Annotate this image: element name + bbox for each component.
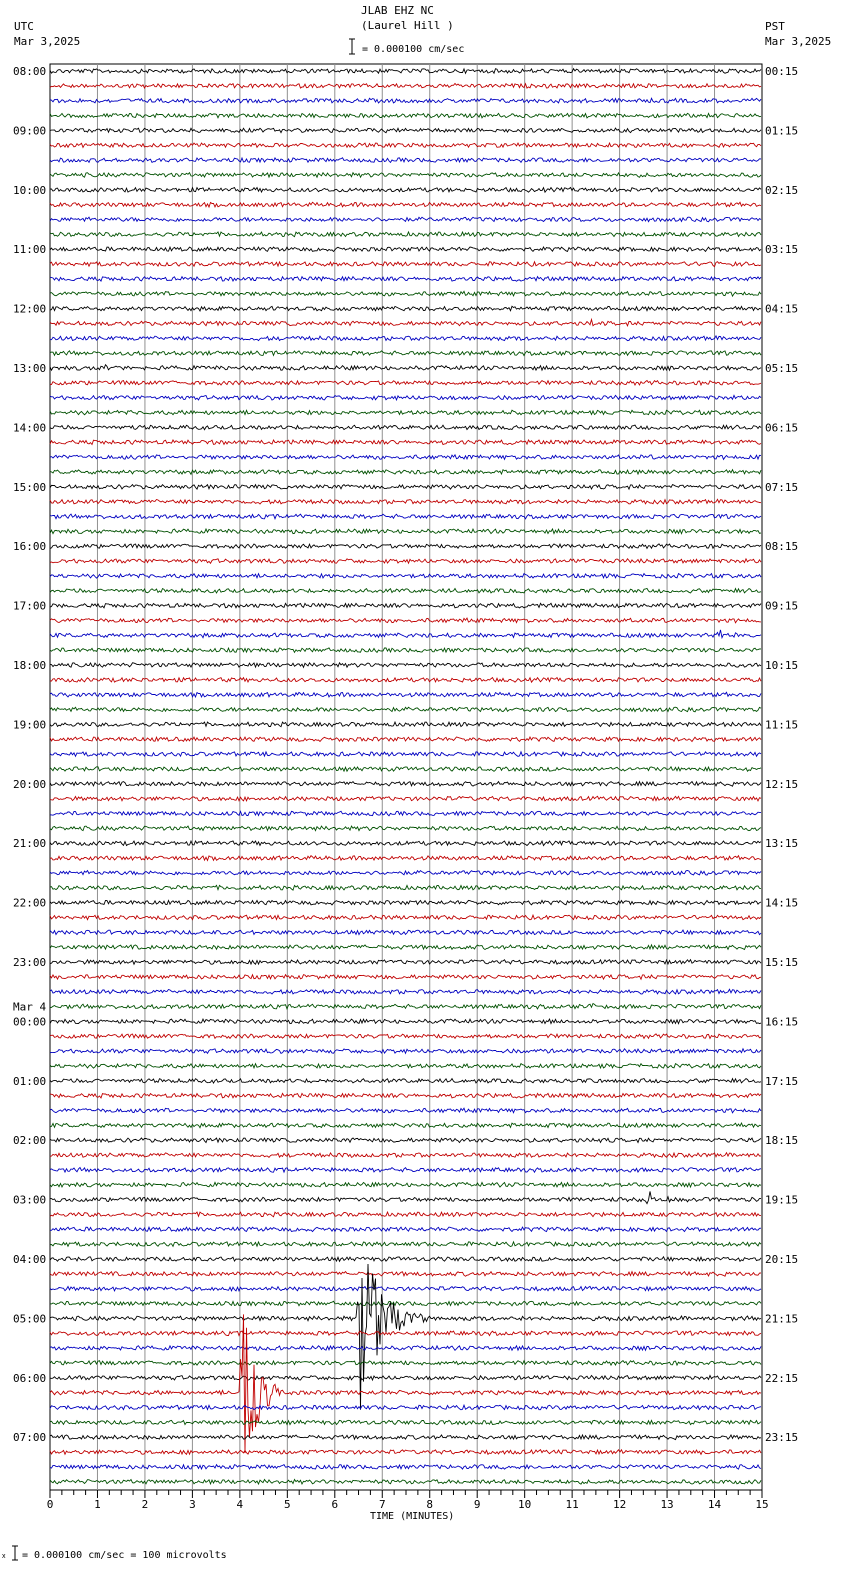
pst-hour-label: 09:15 <box>765 599 799 613</box>
seismic-trace <box>50 574 761 579</box>
utc-hour-label: 10:00 <box>13 183 47 197</box>
seismic-trace <box>50 1212 761 1217</box>
x-tick-label: 9 <box>473 1498 481 1511</box>
x-tick-label: 3 <box>189 1498 196 1511</box>
seismic-trace <box>50 1123 761 1128</box>
seismic-trace <box>50 559 761 564</box>
utc-hour-label: 08:00 <box>13 65 47 78</box>
seismic-trace <box>50 1465 761 1470</box>
seismic-trace <box>50 1420 761 1425</box>
seismic-trace <box>50 113 761 118</box>
pst-hour-label: 11:15 <box>765 718 799 732</box>
utc-hour-label: 20:00 <box>13 777 47 791</box>
utc-hour-label: 01:00 <box>13 1074 47 1088</box>
seismic-trace <box>50 871 761 876</box>
pst-hour-label: 14:15 <box>765 896 799 910</box>
seismic-trace <box>50 1376 761 1381</box>
seismic-trace <box>50 811 761 816</box>
seismic-trace <box>50 1108 761 1113</box>
seismic-trace <box>50 618 761 623</box>
utc-hour-label: 00:00 <box>13 1015 47 1029</box>
seismic-trace <box>50 1405 761 1410</box>
seismic-trace <box>50 1191 761 1203</box>
seismic-trace <box>50 678 761 683</box>
seismic-trace <box>50 782 761 787</box>
pst-hour-label: 23:15 <box>765 1431 799 1445</box>
seismic-trace <box>50 410 761 415</box>
x-tick-label: 7 <box>378 1498 386 1511</box>
x-tick-label: 2 <box>141 1498 149 1511</box>
pst-hour-label: 17:15 <box>765 1074 799 1088</box>
seismic-trace <box>50 1153 761 1158</box>
seismic-trace <box>50 1079 761 1084</box>
seismic-trace <box>50 485 761 490</box>
x-tick-label: 10 <box>518 1498 532 1511</box>
seismic-trace <box>50 1168 761 1173</box>
footer-scale-label: = 0.000100 cm/sec = 100 microvolts <box>22 1550 227 1561</box>
seismic-trace <box>50 1004 761 1009</box>
seismic-trace <box>50 395 761 400</box>
seismic-trace <box>50 291 761 296</box>
seismic-trace <box>50 588 761 593</box>
seismic-trace <box>50 1272 761 1277</box>
left-date: Mar 3,2025 <box>14 35 81 48</box>
seismic-trace <box>50 69 761 74</box>
seismic-trace <box>50 1034 761 1039</box>
seismic-trace <box>50 277 761 282</box>
seismic-trace <box>50 365 761 371</box>
seismic-trace <box>50 1286 761 1291</box>
pst-hour-label: 20:15 <box>765 1253 799 1266</box>
utc-hour-label: 05:00 <box>13 1312 47 1326</box>
pst-hour-label: 21:15 <box>765 1312 799 1326</box>
seismic-trace <box>50 262 761 267</box>
pst-hour-label: 00:15 <box>765 65 799 78</box>
seismic-trace <box>50 320 761 326</box>
utc-hour-label: 21:00 <box>13 837 47 851</box>
seismic-trace <box>50 1049 761 1054</box>
seismic-trace <box>50 1314 761 1453</box>
utc-hour-label: 23:00 <box>13 956 47 969</box>
seismic-trace <box>50 1093 761 1098</box>
seismic-trace <box>50 143 761 147</box>
footer-scale-icon <box>2 1544 22 1562</box>
utc-hour-label: 15:00 <box>13 480 47 494</box>
seismic-trace <box>50 1019 761 1024</box>
seismic-trace <box>50 752 761 757</box>
utc-hour-label: 09:00 <box>13 124 47 138</box>
seismic-trace <box>50 856 761 861</box>
seismic-trace <box>50 1450 761 1455</box>
utc-hour-label: 13:00 <box>13 362 47 375</box>
seismic-trace <box>50 945 761 950</box>
seismic-trace <box>50 470 761 475</box>
seismic-trace <box>50 1257 761 1262</box>
seismic-trace <box>50 900 761 905</box>
x-tick-label: 8 <box>426 1498 434 1511</box>
utc-hour-label: 11:00 <box>13 243 47 257</box>
seismic-trace <box>50 1064 761 1069</box>
left-timezone: UTC <box>14 20 34 33</box>
seismic-trace <box>50 232 761 237</box>
date-change-label: Mar 4 <box>13 1000 47 1014</box>
seismic-trace <box>50 648 761 653</box>
seismic-trace <box>50 1264 761 1410</box>
utc-hour-label: 12:00 <box>13 302 47 316</box>
seismic-trace <box>50 826 761 831</box>
x-tick-label: 1 <box>94 1498 101 1511</box>
utc-hour-label: 17:00 <box>13 599 47 613</box>
seismic-trace <box>50 84 761 89</box>
seismic-trace <box>50 630 761 638</box>
pst-hour-label: 18:15 <box>765 1134 799 1148</box>
seismic-trace <box>50 499 761 504</box>
seismic-trace <box>50 1301 761 1306</box>
seismic-trace <box>50 841 761 846</box>
seismic-trace <box>50 915 761 920</box>
seismic-trace <box>50 217 761 222</box>
seismic-trace <box>50 173 761 178</box>
x-tick-label: 6 <box>331 1498 339 1511</box>
seismic-trace <box>50 989 761 994</box>
x-tick-label: 14 <box>707 1498 722 1511</box>
utc-hour-label: 19:00 <box>13 718 47 732</box>
seismic-trace <box>50 514 761 519</box>
pst-hour-label: 02:15 <box>765 183 799 197</box>
pst-hour-label: 07:15 <box>765 480 799 494</box>
seismic-trace <box>50 796 761 801</box>
pst-hour-label: 22:15 <box>765 1371 799 1385</box>
seismic-trace <box>50 1361 761 1366</box>
pst-hour-label: 15:15 <box>765 956 799 969</box>
seismic-trace <box>50 707 761 712</box>
seismic-trace <box>50 1331 761 1336</box>
seismic-trace <box>50 1138 761 1143</box>
svg-text:x: x <box>2 1553 6 1560</box>
pst-hour-label: 08:15 <box>765 540 799 554</box>
seismic-trace <box>50 455 761 460</box>
scale-label: = 0.000100 cm/sec <box>362 44 465 55</box>
x-tick-label: 13 <box>660 1498 674 1511</box>
pst-hour-label: 13:15 <box>765 837 799 851</box>
seismic-trace <box>50 1346 761 1351</box>
seismic-trace <box>50 544 761 549</box>
seismic-trace <box>50 247 761 252</box>
utc-hour-label: 14:00 <box>13 421 47 435</box>
seismic-trace <box>50 1480 761 1485</box>
seismic-trace <box>50 188 761 193</box>
pst-hour-label: 03:15 <box>765 243 799 257</box>
seismic-trace <box>50 930 761 935</box>
utc-hour-label: 02:00 <box>13 1134 47 1148</box>
utc-hour-label: 07:00 <box>13 1431 47 1445</box>
pst-hour-label: 12:15 <box>765 777 799 791</box>
pst-hour-label: 01:15 <box>765 124 799 138</box>
right-date: Mar 3,2025 <box>765 35 832 48</box>
seismic-trace <box>50 767 761 772</box>
utc-hour-label: 22:00 <box>13 896 47 910</box>
right-timezone: PST <box>765 20 785 33</box>
seismic-trace <box>50 440 761 445</box>
seismic-trace <box>50 351 761 356</box>
x-axis-label: TIME (MINUTES) <box>370 1511 455 1522</box>
seismic-trace <box>50 692 761 697</box>
seismic-trace <box>50 1227 761 1232</box>
seismic-trace <box>50 158 761 163</box>
utc-hour-label: 03:00 <box>13 1193 47 1207</box>
seismic-trace <box>50 960 761 965</box>
utc-hour-label: 06:00 <box>13 1371 47 1385</box>
seismic-trace <box>50 1242 761 1247</box>
seismic-trace <box>50 202 761 207</box>
seismic-trace <box>50 306 761 311</box>
pst-hour-label: 05:15 <box>765 362 799 375</box>
utc-hour-label: 04:00 <box>13 1253 47 1266</box>
seismic-trace <box>50 425 761 430</box>
x-tick-label: 11 <box>565 1498 579 1511</box>
utc-hour-label: 16:00 <box>13 540 47 554</box>
seismic-trace <box>50 336 761 341</box>
seismic-trace <box>50 975 761 980</box>
seismic-trace <box>50 1182 761 1187</box>
seismic-trace <box>50 529 761 534</box>
seismic-trace <box>50 98 761 103</box>
x-tick-label: 4 <box>236 1498 244 1511</box>
station-location: (Laurel Hill ) <box>361 19 454 32</box>
seismic-trace <box>50 737 761 742</box>
seismic-trace <box>50 381 761 386</box>
pst-hour-label: 10:15 <box>765 659 799 672</box>
seismic-trace <box>50 722 761 727</box>
seismic-trace <box>50 128 761 133</box>
x-tick-label: 15 <box>755 1498 769 1511</box>
pst-hour-label: 04:15 <box>765 302 799 316</box>
seismic-trace <box>50 663 761 668</box>
x-tick-label: 12 <box>612 1498 627 1511</box>
seismic-trace <box>50 603 761 608</box>
pst-hour-label: 16:15 <box>765 1015 799 1029</box>
pst-hour-label: 06:15 <box>765 421 799 435</box>
station-title: JLAB EHZ NC <box>361 4 434 17</box>
x-tick-label: 5 <box>284 1498 291 1511</box>
x-tick-label: 0 <box>46 1498 54 1511</box>
seismic-trace <box>50 885 761 890</box>
seismic-trace <box>50 1435 761 1440</box>
utc-hour-label: 18:00 <box>13 659 47 672</box>
pst-hour-label: 19:15 <box>765 1193 799 1207</box>
